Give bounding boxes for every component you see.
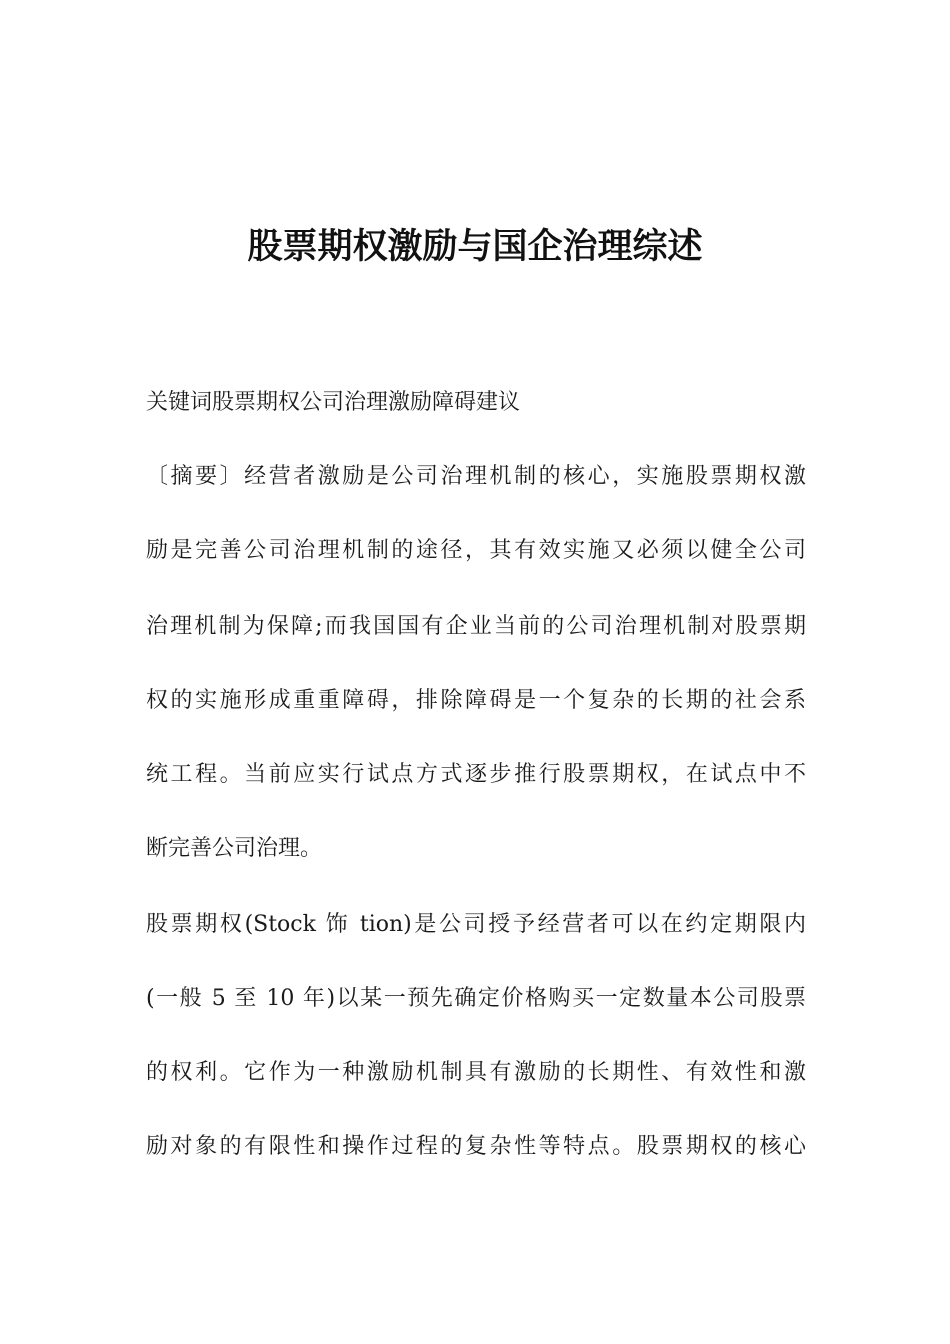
document-title: 股票期权激励与国企治理综述 — [247, 227, 703, 267]
abstract-line-2: 励是完善公司治理机制的途径，其有效实施又必须以健全公司 — [146, 538, 806, 563]
abstract-line-1: 〔摘要〕经营者激励是公司治理机制的核心，实施股票期权激 — [146, 464, 806, 489]
abstract-line-6: 断完善公司治理。 — [146, 836, 323, 861]
keywords-line: 关键词股票期权公司治理激励障碍建议 — [146, 390, 521, 415]
body-line-2: (一般 5 至 10 年)以某一预先确定价格购买一定数量本公司股票 — [146, 986, 806, 1011]
body-line-4: 励对象的有限性和操作过程的复杂性等特点。股票期权的核心 — [146, 1134, 806, 1159]
abstract-line-3: 治理机制为保障;而我国国有企业当前的公司治理机制对股票期 — [146, 614, 806, 639]
body-line-3: 的权利。它作为一种激励机制具有激励的长期性、有效性和激 — [146, 1060, 806, 1085]
abstract-line-4: 权的实施形成重重障碍，排除障碍是一个复杂的长期的社会系 — [146, 688, 806, 713]
body-line-1: 股票期权(Stock 饰 tion)是公司授予经营者可以在约定期限内 — [146, 912, 806, 937]
abstract-line-5: 统工程。当前应实行试点方式逐步推行股票期权，在试点中不 — [146, 762, 806, 787]
